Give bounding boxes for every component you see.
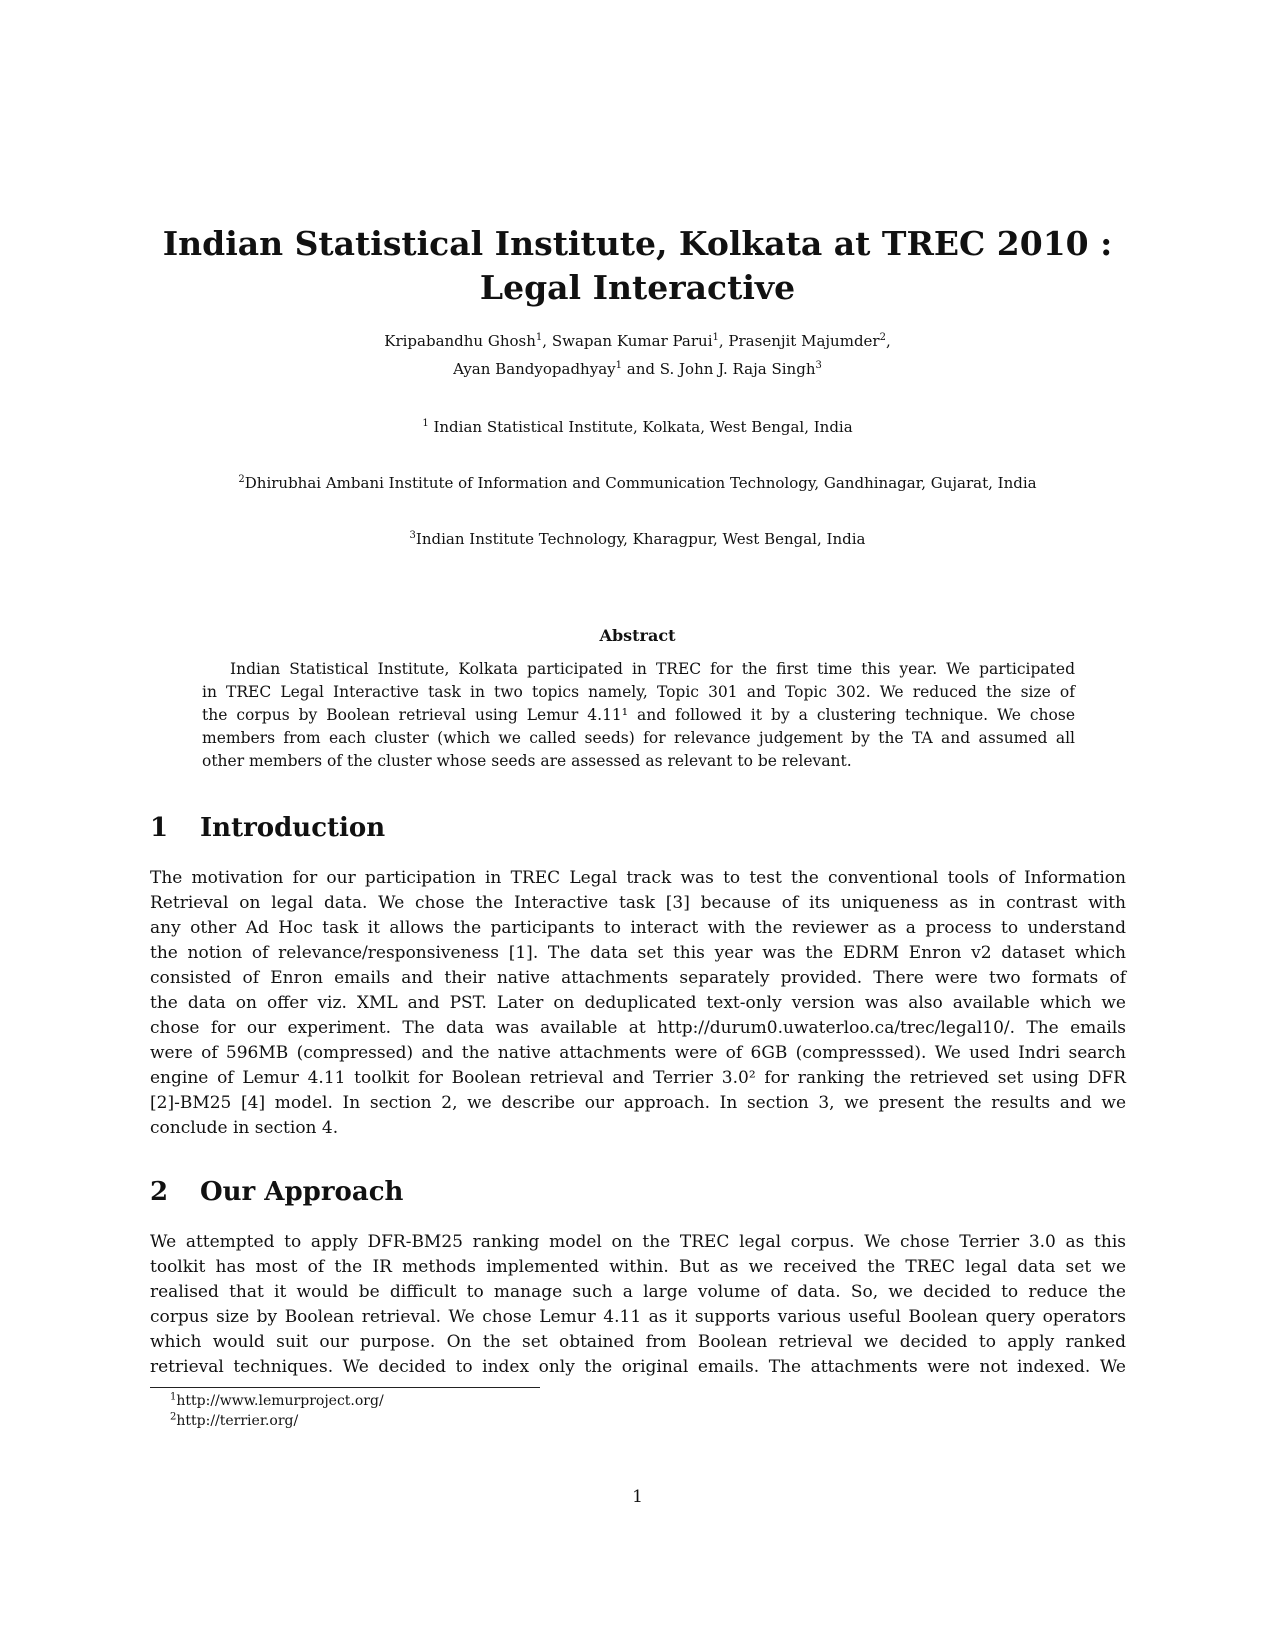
affiliation-text: Indian Statistical Institute, Kolkata, West Bengal, India: [428, 418, 853, 436]
section-title: Our Approach: [200, 1177, 404, 1207]
affiliation-3: [0, 526, 1275, 552]
body-line: toolkit has most of the IR methods implemented within. But as we received the TREC legal data set we: [150, 1257, 1126, 1277]
body-line: consisted of Enron emails and their native attachments separately provided. There were two formats of: [150, 968, 1126, 988]
abstract-body: [202, 658, 1075, 773]
body-line: conclude in section 4.: [150, 1118, 339, 1138]
author-separator: ,: [542, 332, 552, 350]
affiliation-text: Dhirubhai Ambani Institute of Information and Communication Technology, Gandhinagar, Gujarat, India: [244, 474, 1037, 492]
author-affil-mark: 1: [712, 332, 719, 343]
author-name: S. John J. Raja Singh: [659, 360, 816, 378]
author-separator: ,: [885, 332, 891, 350]
body-line: the data on offer viz. XML and PST. Later on deduplicated text-only version was also available which we: [150, 993, 1126, 1013]
affiliation-mark: 1: [422, 418, 429, 429]
body-line: the notion of relevance/responsiveness [1]. The data set this year was the EDRM Enron v2 dataset which: [150, 943, 1126, 963]
affiliation-2: [0, 470, 1275, 496]
title-line-1: Indian Statistical Institute, Kolkata at TREC 2010 :: [162, 224, 1113, 263]
footnote-rule: [150, 1387, 540, 1388]
author-name: Ayan Bandyopadhyay: [453, 360, 616, 378]
affiliation-mark: 2: [238, 474, 245, 485]
author-name: Kripabandhu Ghosh: [384, 332, 536, 350]
body-line: The motivation for our participation in TREC Legal track was to test the conventional tools of Information: [150, 868, 1126, 888]
section-body-our-approach: [150, 1230, 1126, 1380]
author-separator: ,: [718, 332, 729, 350]
body-line: Retrieval on legal data. We chose the Interactive task [3] because of its uniqueness as in contrast with: [150, 893, 1126, 913]
abstract-line: in TREC Legal Interactive task in two topics namely, Topic 301 and Topic 302. We reduced the size of: [202, 683, 1075, 701]
authors-line-1: [0, 328, 1275, 354]
footnote-link[interactable]: http://www.lemurproject.org/: [176, 1393, 384, 1409]
paper-title: [0, 222, 1275, 310]
abstract-line: other members of the cluster whose seeds are assessed as relevant to be relevant.: [202, 752, 852, 770]
section-heading-our-approach: [150, 1176, 403, 1208]
author-affil-mark: 2: [879, 332, 886, 343]
body-line: were of 596MB (compressed) and the native attachments were of 6GB (compresssed). We used Indri search: [150, 1043, 1126, 1063]
footnote-2: [170, 1411, 298, 1431]
title-line-2: Legal Interactive: [479, 268, 796, 307]
abstract-line: Indian Statistical Institute, Kolkata participated in TREC for the first time this year. We participated: [230, 660, 1075, 678]
body-line: [2]-BM25 [4] model. In section 2, we describe our approach. In section 3, we present the results and we: [150, 1093, 1126, 1113]
affiliation-mark: 3: [409, 530, 416, 541]
author-affil-mark: 1: [535, 332, 543, 343]
body-line: corpus size by Boolean retrieval. We chose Lemur 4.11 as it supports various useful Boolean query operators: [150, 1307, 1126, 1327]
footnote-mark: 1: [170, 1391, 177, 1403]
section-heading-introduction: [150, 812, 385, 844]
affiliation-1: [0, 414, 1275, 440]
author-affil-mark: 1: [615, 360, 622, 371]
section-number: 1: [150, 813, 169, 843]
body-line: which would suit our purpose. On the set obtained from Boolean retrieval we decided to apply ranked: [150, 1332, 1126, 1352]
abstract-line: members from each cluster (which we called seeds) for relevance judgement by the TA and assumed all: [202, 729, 1075, 747]
footnote-1: [170, 1391, 384, 1411]
author-name: Prasenjit Majumder: [728, 332, 880, 350]
section-number: 2: [150, 1177, 169, 1207]
body-line: chose for our experiment. The data was available at http://durum0.uwaterloo.ca/trec/legal10/. The emails: [150, 1018, 1126, 1038]
body-line: retrieval techniques. We decided to index only the original emails. The attachments were not indexed. We: [150, 1357, 1126, 1377]
abstract-line: the corpus by Boolean retrieval using Lemur 4.11¹ and followed it by a clustering technique. We chose: [202, 706, 1075, 724]
authors-line-2: [0, 356, 1275, 382]
body-line: engine of Lemur 4.11 toolkit for Boolean retrieval and Terrier 3.0² for ranking the retrieved set using DFR: [150, 1068, 1126, 1088]
footnote-link[interactable]: http://terrier.org/: [176, 1413, 299, 1429]
footnote-mark: 2: [170, 1411, 177, 1423]
abstract-heading: Abstract: [599, 626, 676, 645]
page-number: 1: [632, 1487, 643, 1507]
section-body-introduction: [150, 866, 1126, 1141]
body-line: We attempted to apply DFR-BM25 ranking model on the TREC legal corpus. We chose Terrier 3.0 as this: [150, 1232, 1126, 1252]
body-line: any other Ad Hoc task it allows the participants to interact with the reviewer as a process to understand: [150, 918, 1126, 938]
author-separator: and: [622, 360, 660, 378]
affiliation-text: Indian Institute Technology, Kharagpur, West Bengal, India: [415, 530, 866, 548]
author-affil-mark: 3: [815, 360, 822, 371]
body-line: realised that it would be difficult to manage such a large volume of data. So, we decided to reduce the: [150, 1282, 1126, 1302]
section-title: Introduction: [200, 813, 386, 843]
author-name: Swapan Kumar Parui: [551, 332, 713, 350]
